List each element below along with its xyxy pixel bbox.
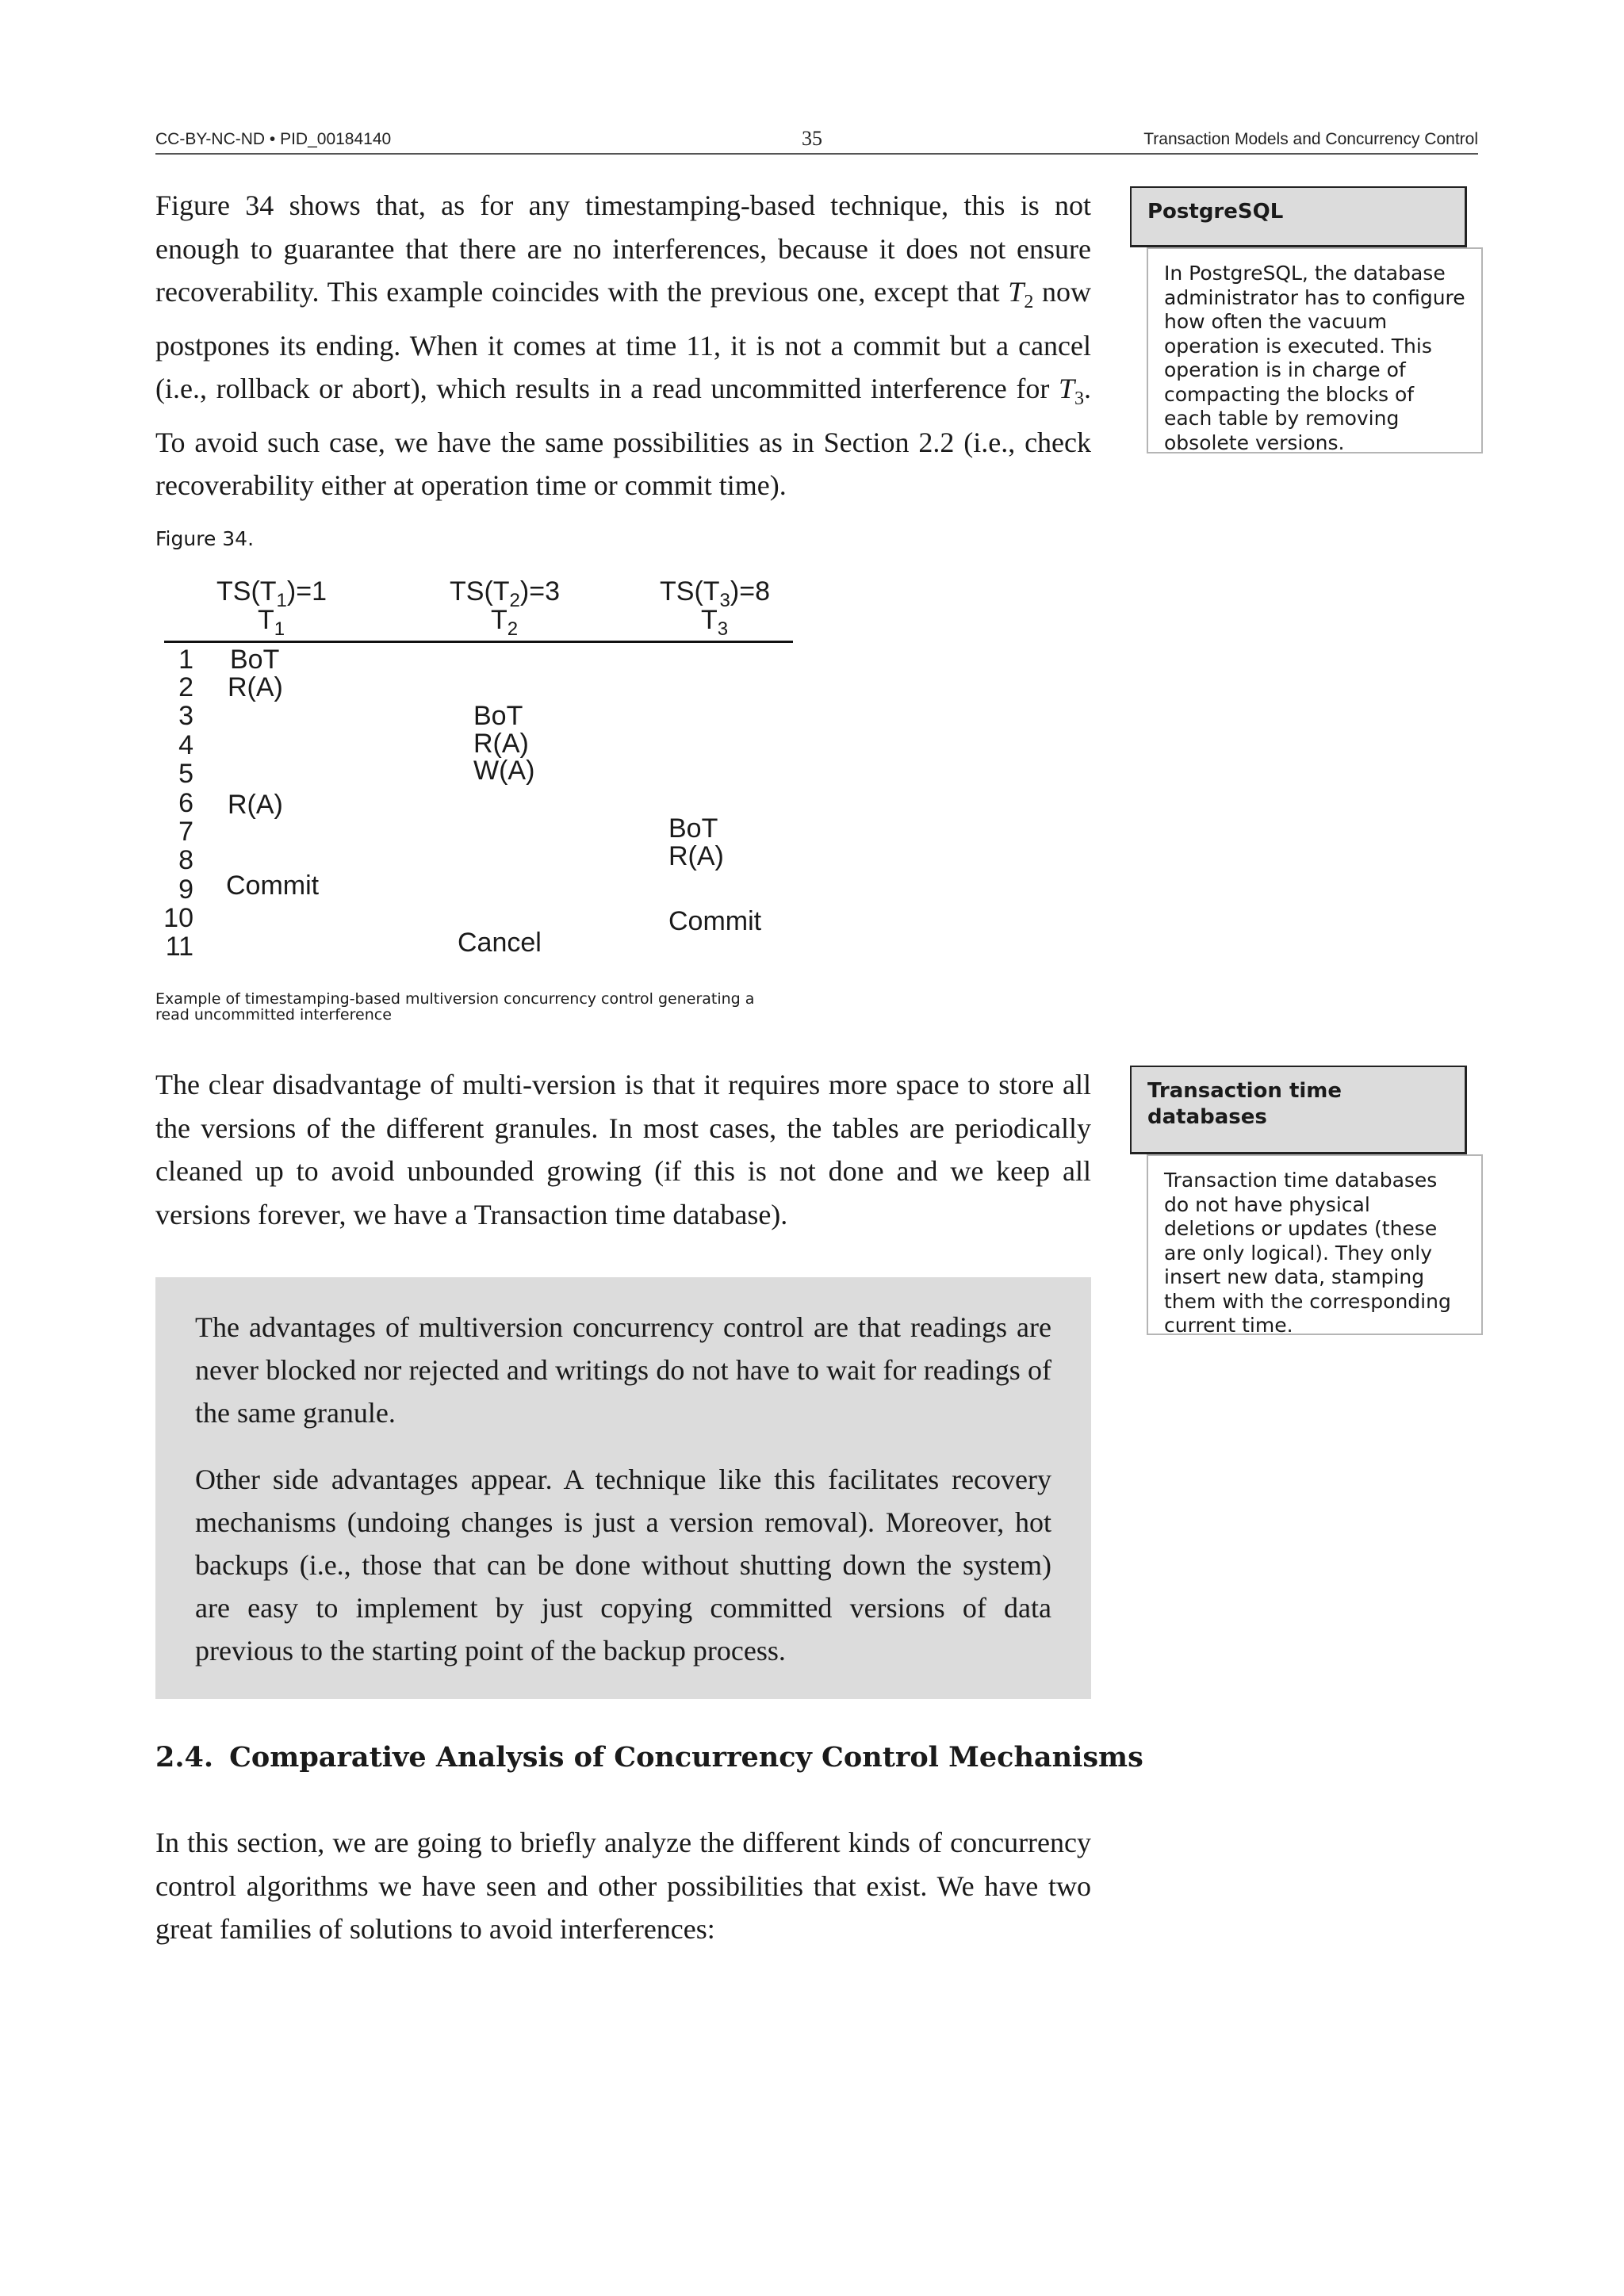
note-paragraph-1: The advantages of multiversion concurrency control are that readings are never blocked nor rejected and writings do not have to wait for readings of the same granule. [195, 1311, 1051, 1429]
t3-operation: Commit [668, 906, 762, 936]
figure-caption: Example of timestamping-based multiversion concurrency control generating a read uncommitted interference [155, 990, 755, 1024]
t2-timestamp: $TS(T_2)=3$ [450, 576, 560, 611]
postgresql-sidebar-body: In PostgreSQL, the database administrator has to configure how often the vacuum operation is executed. This operation is in charge of compacting the blocks of each table by removing obsolete versions. [1147, 247, 1483, 453]
time-step: 1 [178, 645, 193, 675]
time-step: 2 [178, 672, 193, 702]
section-title: Comparative Analysis of Concurrency Control Mechanisms [229, 1741, 1143, 1774]
section-number: 2.4. [155, 1741, 214, 1774]
schedule-header-rule [164, 641, 793, 643]
t1-operation: BoT [230, 645, 280, 675]
time-step: 8 [178, 845, 193, 875]
figure-label: Figure 34. [155, 527, 255, 550]
multiversion-paragraph: The clear disadvantage of multi-version is that it requires more space to store all the versions of the different granules. In most cases, the tables are periodically cleaned up to avoid unbounded growing (if this is not done and we keep all versions forever, we have a Transaction time database). [155, 1069, 1091, 1230]
time-step: 6 [178, 788, 193, 818]
time-step: 5 [178, 759, 193, 789]
time-step: 7 [178, 817, 193, 847]
transaction-time-sidebar-body: Transaction time databases do not have physical deletions or updates (these are only logical). They only insert new data, stamping them with the corresponding current time. [1147, 1154, 1483, 1335]
page-number: 35 [802, 127, 822, 150]
t2-header: $T_2$ [491, 605, 519, 640]
t2-operation: BoT [473, 701, 523, 731]
t2-operation: Cancel [458, 928, 542, 958]
time-step: 4 [178, 730, 193, 760]
t1-header: $T_1$ [258, 605, 285, 640]
t3-timestamp: $TS(T_3)=8$ [660, 576, 770, 611]
intro-paragraph: Figure 34 shows that, as for any timestamping-based technique, this is not enough to guarantee that there are no interferences, because it does not ensure recoverability. This example coincides with the previous one, except that $T_2$ now postpones its ending. When it comes at time 11, it is not a commit but a cancel (i.e., rollback or abort), which results in a read uncommitted interference for $T_3$. To avoid such case, we have the same possibilities as in Section 2.2 (i.e., check recoverability either at operation time or commit time). [155, 189, 1091, 502]
t1-operation: R(A) [228, 672, 283, 702]
section-paragraph: In this section, we are going to briefly analyze the different kinds of concurrency control algorithms we have seen and other possibilities that exist. We have two great families of solutions to avoid interferences: [155, 1827, 1091, 1945]
t2-operation: R(A) [473, 729, 529, 759]
t1-operation: Commit [226, 871, 320, 901]
time-step: 11 [165, 932, 193, 962]
t1-operation: R(A) [228, 790, 283, 820]
t3-header: $T_3$ [701, 605, 729, 640]
header-left: CC-BY-NC-ND • PID_00184140 [155, 130, 392, 148]
t3-operation: R(A) [668, 841, 724, 871]
postgresql-sidebar-title: PostgreSQL [1130, 186, 1467, 247]
advantages-note-box [155, 1277, 1091, 1699]
time-step: 3 [178, 701, 193, 731]
t2-operation: W(A) [473, 756, 535, 786]
transaction-time-sidebar-title: Transaction time databases [1130, 1066, 1467, 1154]
time-step: 10 [163, 903, 193, 933]
header-right: Transaction Models and Concurrency Control [1143, 130, 1478, 148]
note-paragraph-2: Other side advantages appear. A technique like this facilitates recovery mechanisms (undoing changes is just a version removal). Moreover, hot backups (i.e., those that can be done without shutting down the system) are easy to implement by just copying committed versions of data previous to the starting point of the backup process. [195, 1464, 1051, 1667]
t1-timestamp: $TS(T_1)=1$ [216, 576, 327, 611]
schedule-figure [0, 0, 1624, 1031]
t3-operation: BoT [668, 813, 718, 844]
time-step: 9 [178, 874, 193, 905]
section-heading [155, 1741, 1143, 1774]
